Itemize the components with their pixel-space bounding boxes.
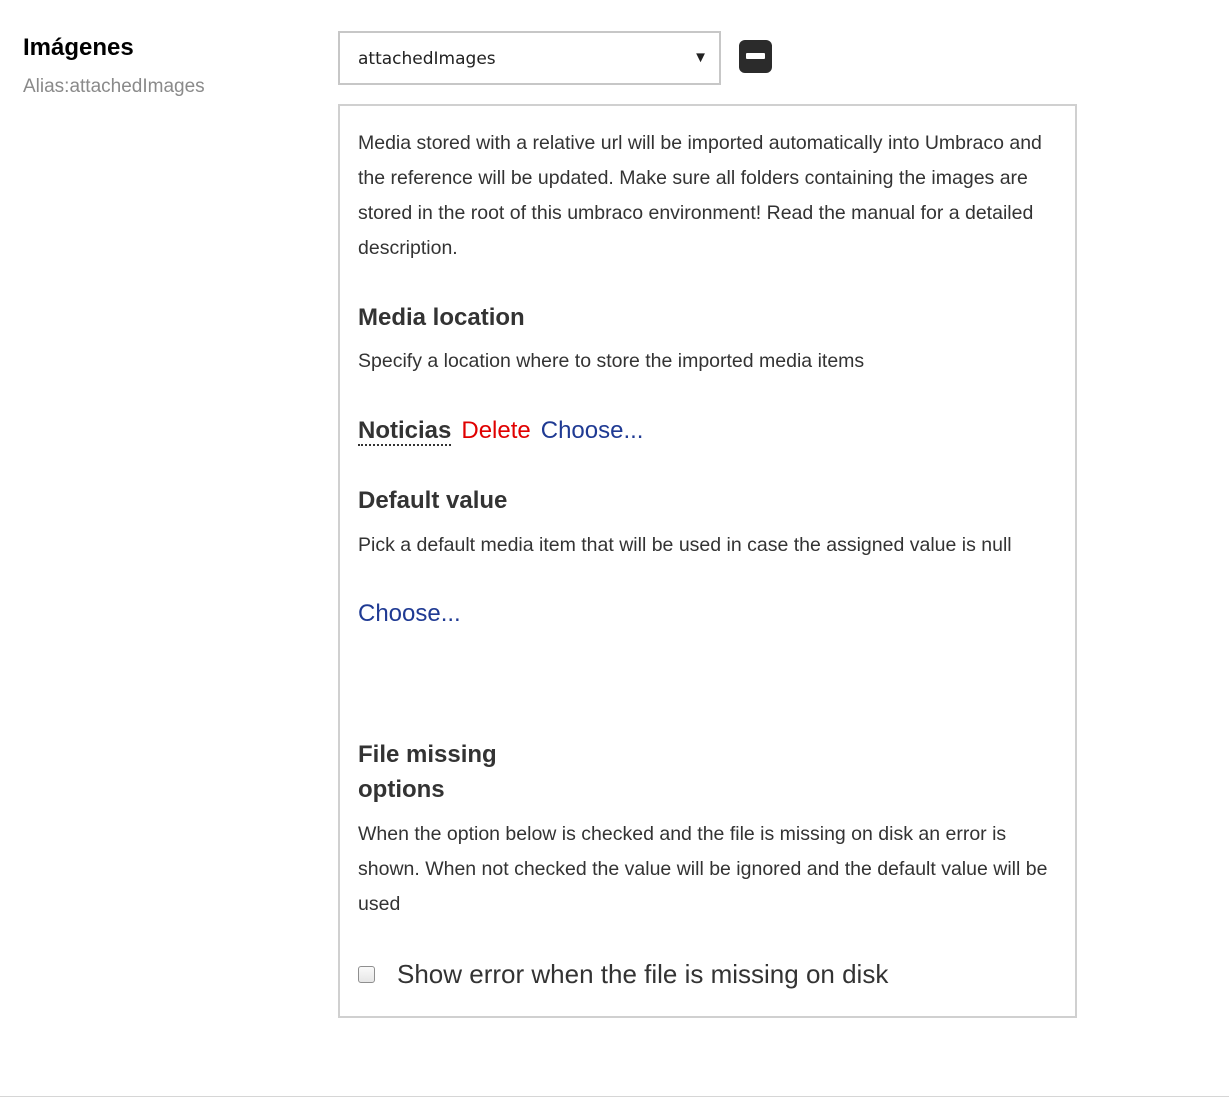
intro-text: Media stored with a relative url will be imported automatically into Umbraco and the reference will be updated. Make sure all folders containing the images are stored in the root of this umbraco environment! Read the manual for a detailed description. xyxy=(358,132,1042,259)
remove-button[interactable] xyxy=(739,40,772,73)
choose-default-link[interactable]: Choose... xyxy=(358,600,461,627)
media-settings-panel xyxy=(338,104,1077,1018)
divider xyxy=(0,1096,1229,1097)
property-title: Imágenes xyxy=(23,34,134,61)
show-error-label[interactable]: Show error when the file is missing on disk xyxy=(397,959,889,989)
default-value-title: Default value xyxy=(358,487,508,514)
delete-link[interactable]: Delete xyxy=(461,417,531,444)
property-alias: Alias:attachedImages xyxy=(23,76,205,97)
media-location-links xyxy=(358,414,643,448)
select-value: attachedImages xyxy=(358,49,496,69)
media-location-title: Media location xyxy=(358,304,525,331)
dropdown-arrow-icon: ▼ xyxy=(693,49,708,66)
property-label xyxy=(23,33,205,99)
file-missing-title: File missing options xyxy=(358,741,497,803)
choose-location-link[interactable]: Choose... xyxy=(540,417,644,444)
media-location-description: Specify a location where to store the imported media items xyxy=(358,350,865,372)
show-error-option[interactable] xyxy=(358,957,888,991)
file-missing-description: When the option below is checked and the file is missing on disk an error is shown. When not checked the value will be ignored and the default value will be used xyxy=(358,823,1048,915)
minus-icon xyxy=(746,53,765,59)
mapping-select[interactable] xyxy=(338,31,721,85)
default-value-description: Pick a default media item that will be used in case the assigned value is null xyxy=(358,534,1012,556)
show-error-checkbox[interactable] xyxy=(358,966,375,983)
selected-media-folder[interactable]: Noticias xyxy=(358,417,452,444)
